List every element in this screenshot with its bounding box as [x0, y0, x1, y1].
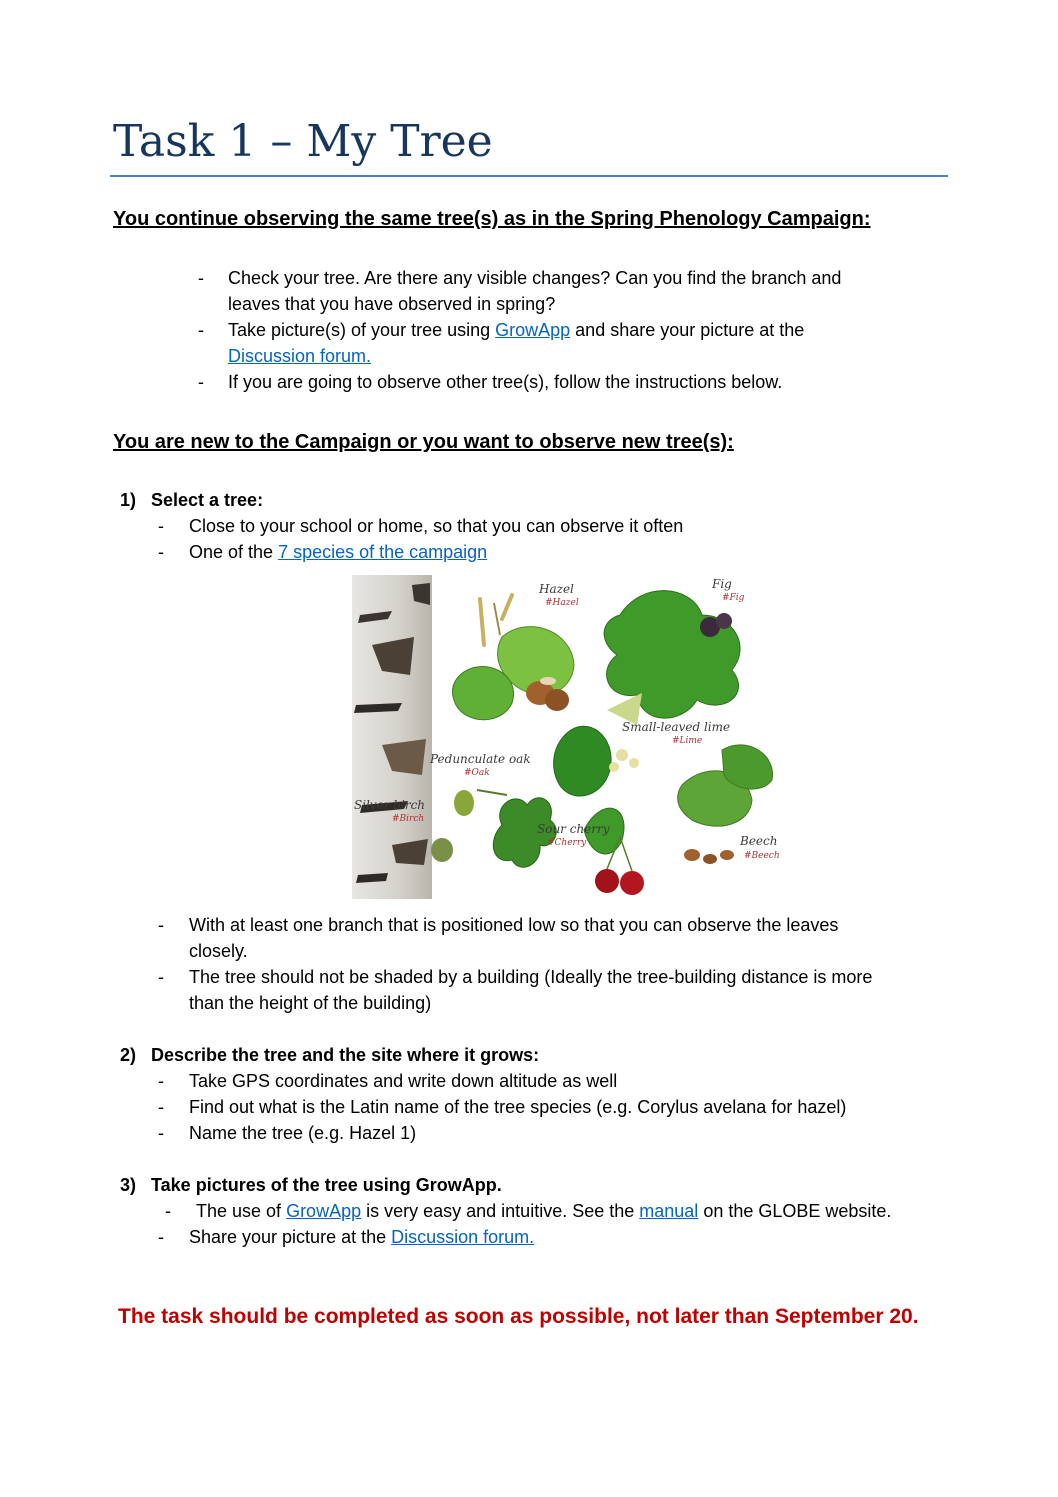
list-item: - If you are going to observe other tree(s), follow the instructions below.	[198, 372, 783, 392]
label-lime: Small-leaved lime	[622, 720, 731, 734]
step3-title: 3) Take pictures of the tree using GrowApp.	[120, 1175, 502, 1195]
list-item: - Find out what is the Latin name of the tree species (e.g. Corylus avelana for hazel)	[158, 1097, 847, 1117]
growapp-link[interactable]: GrowApp	[495, 320, 571, 340]
list-item: - One of the 7 species of the campaign	[158, 542, 488, 562]
label-oak: Pedunculate oak	[430, 752, 531, 766]
lime-leaves	[554, 693, 642, 796]
label-beech: Beech	[740, 834, 778, 848]
step1-list-after	[158, 912, 958, 1016]
tag-birch: #Birch	[392, 814, 425, 824]
tag-hazel: #Hazel	[545, 598, 579, 608]
list-item: - Take picture(s) of your tree using GrowApp and share your picture at the Discussion forum.	[198, 320, 805, 366]
deadline-notice: The task should be completed as soon as possible, not later than September 20.	[118, 1305, 919, 1328]
label-birch: Silver birch	[354, 798, 426, 812]
section1-heading: You continue observing the same tree(s) as in the Spring Phenology Campaign:	[113, 208, 871, 230]
step2-list	[158, 1068, 958, 1146]
list-item: - With at least one branch that is positioned low so that you can observe the leaves closely.	[158, 915, 839, 961]
list-item: - Name the tree (e.g. Hazel 1)	[158, 1123, 417, 1143]
species-collage	[352, 575, 782, 899]
step1-title: 1) Select a tree:	[120, 490, 264, 510]
fig-leaf	[604, 591, 740, 719]
label-hazel: Hazel	[539, 582, 574, 596]
species-link[interactable]: 7 species of the campaign	[278, 542, 488, 562]
tag-lime: #Lime	[672, 736, 703, 746]
discussion-forum-link[interactable]: Discussion forum.	[228, 346, 372, 366]
tag-oak: #Oak	[464, 768, 490, 778]
step2-title: 2) Describe the tree and the site where it grows:	[120, 1045, 540, 1065]
section2-heading: You are new to the Campaign or you want to observe new tree(s):	[113, 431, 734, 453]
discussion-forum-link-2[interactable]: Discussion forum.	[391, 1227, 535, 1247]
list-item: - Check your tree. Are there any visible changes? Can you find the branch and leaves that you have observed in spring?	[198, 268, 842, 314]
section1-list	[198, 265, 918, 395]
list-item: - The tree should not be shaded by a building (Ideally the tree-building distance is more than the height of the building)	[158, 967, 873, 1013]
list-item: - Share your picture at the Discussion forum.	[158, 1227, 535, 1247]
growapp-link-2[interactable]: GrowApp	[286, 1201, 362, 1221]
tag-beech: #Beech	[744, 851, 780, 861]
list-item: - Take GPS coordinates and write down altitude as well	[158, 1071, 618, 1091]
list-item: - The use of GrowApp is very easy and intuitive. See the manual on the GLOBE website.	[165, 1201, 892, 1221]
tag-cherry: #Cherry	[547, 838, 587, 848]
list-item: - Close to your school or home, so that you can observe it often	[158, 516, 684, 536]
label-cherry: Sour cherry	[537, 822, 610, 836]
species-image	[352, 575, 782, 899]
step3-list	[158, 1198, 978, 1250]
manual-link[interactable]: manual	[639, 1201, 699, 1221]
step1-list	[158, 513, 938, 565]
tag-fig: #Fig	[722, 593, 745, 603]
title-underline	[110, 175, 948, 177]
page-title: Task 1 – My Tree	[113, 116, 493, 167]
hazel-leaves	[453, 595, 574, 720]
label-fig: Fig	[712, 577, 732, 591]
